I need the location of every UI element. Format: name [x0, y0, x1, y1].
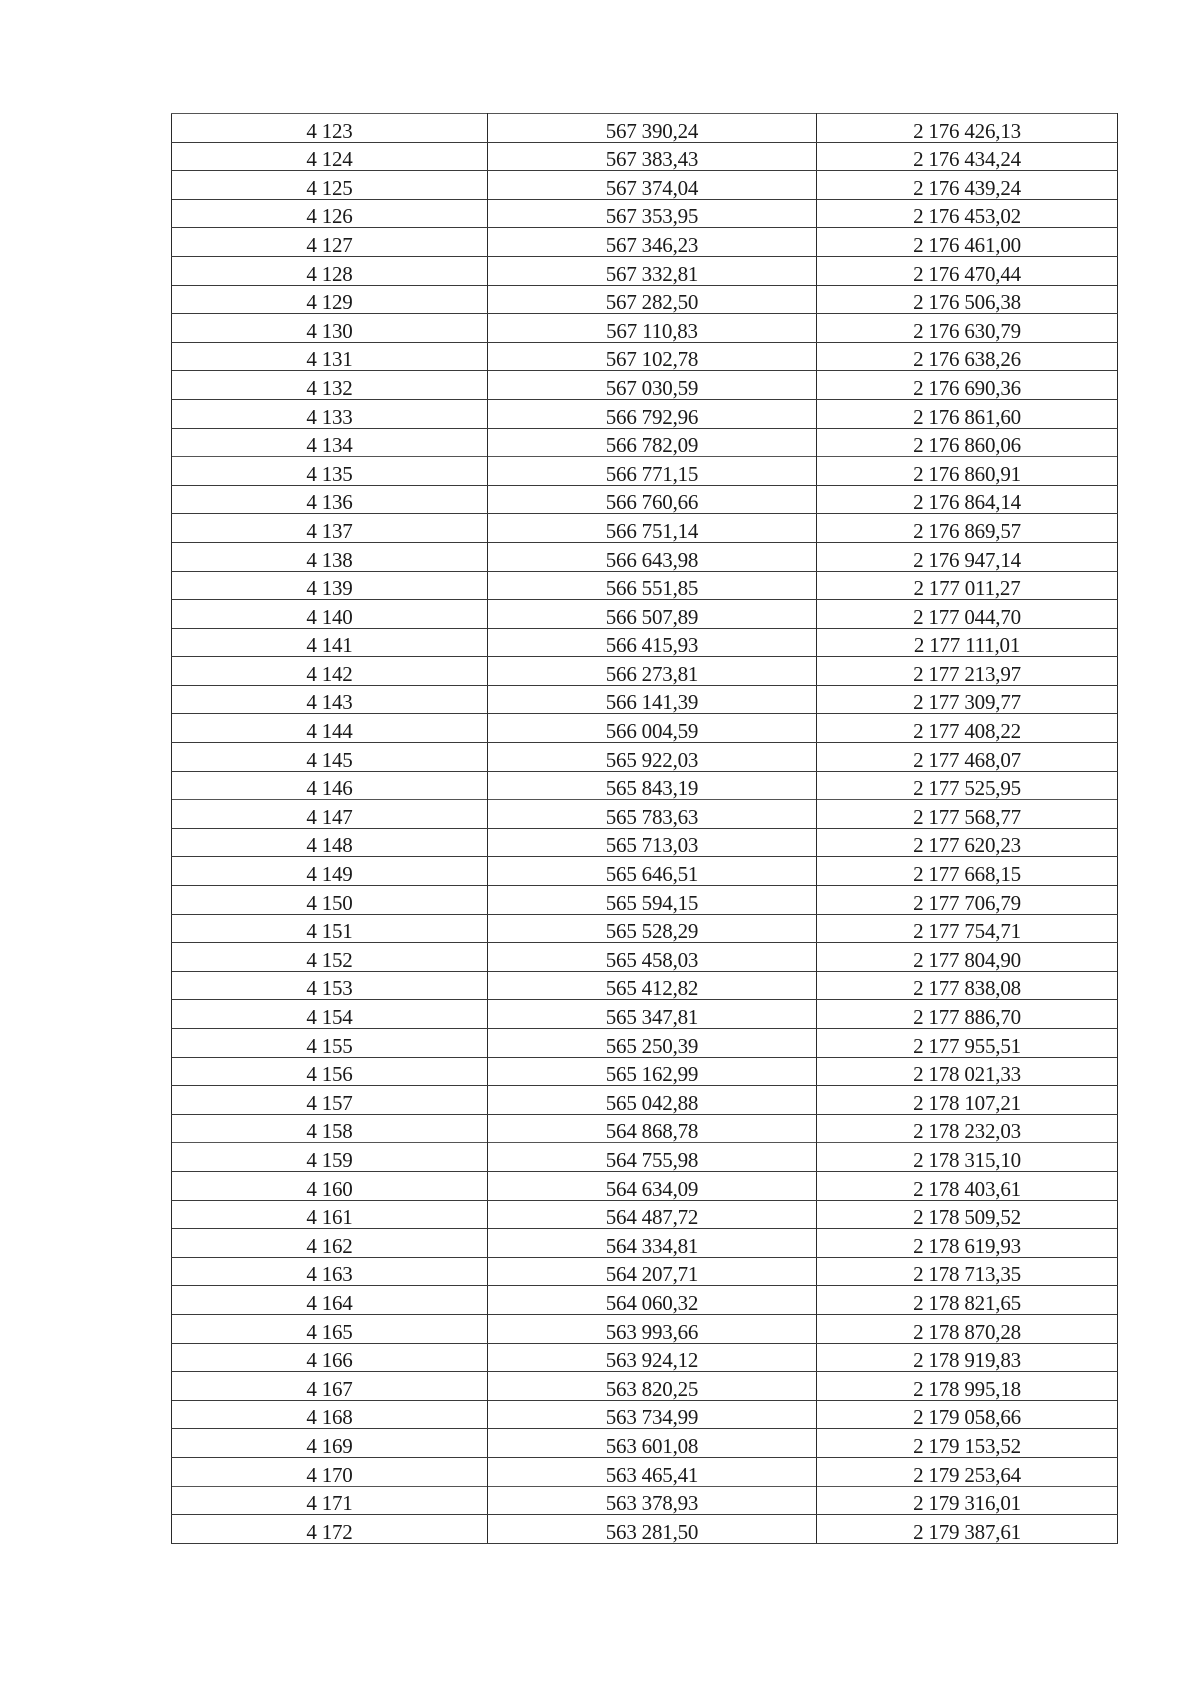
y-coordinate-cell: 2 177 838,08 [817, 971, 1118, 1000]
point-number-cell: 4 147 [172, 800, 488, 829]
y-coordinate-cell: 2 179 058,66 [817, 1400, 1118, 1429]
y-coordinate-cell: 2 177 525,95 [817, 771, 1118, 800]
x-coordinate-cell: 567 282,50 [488, 285, 817, 314]
y-coordinate-cell: 2 178 021,33 [817, 1057, 1118, 1086]
x-coordinate-cell: 563 924,12 [488, 1343, 817, 1372]
y-coordinate-cell: 2 179 253,64 [817, 1457, 1118, 1486]
x-coordinate-cell: 566 273,81 [488, 657, 817, 686]
table-row [172, 1457, 1118, 1486]
y-coordinate-cell: 2 177 408,22 [817, 714, 1118, 743]
point-number-cell: 4 169 [172, 1429, 488, 1458]
table-row [172, 1114, 1118, 1143]
x-coordinate-cell: 563 734,99 [488, 1400, 817, 1429]
table-row [172, 514, 1118, 543]
table-row [172, 1029, 1118, 1058]
table-row [172, 399, 1118, 428]
x-coordinate-cell: 564 060,32 [488, 1286, 817, 1315]
table-row [172, 1229, 1118, 1258]
x-coordinate-cell: 565 250,39 [488, 1029, 817, 1058]
point-number-cell: 4 156 [172, 1057, 488, 1086]
x-coordinate-cell: 566 771,15 [488, 457, 817, 486]
y-coordinate-cell: 2 176 864,14 [817, 485, 1118, 514]
point-number-cell: 4 160 [172, 1171, 488, 1200]
point-number-cell: 4 165 [172, 1314, 488, 1343]
x-coordinate-cell: 565 713,03 [488, 828, 817, 857]
x-coordinate-cell: 565 783,63 [488, 800, 817, 829]
table-row [172, 571, 1118, 600]
x-coordinate-cell: 566 004,59 [488, 714, 817, 743]
x-coordinate-cell: 567 383,43 [488, 142, 817, 171]
x-coordinate-cell: 563 378,93 [488, 1486, 817, 1515]
y-coordinate-cell: 2 176 506,38 [817, 285, 1118, 314]
y-coordinate-cell: 2 177 309,77 [817, 685, 1118, 714]
point-number-cell: 4 141 [172, 628, 488, 657]
point-number-cell: 4 132 [172, 371, 488, 400]
table-row [172, 371, 1118, 400]
y-coordinate-cell: 2 178 509,52 [817, 1200, 1118, 1229]
point-number-cell: 4 166 [172, 1343, 488, 1372]
x-coordinate-cell: 565 843,19 [488, 771, 817, 800]
point-number-cell: 4 134 [172, 428, 488, 457]
point-number-cell: 4 164 [172, 1286, 488, 1315]
y-coordinate-cell: 2 176 630,79 [817, 314, 1118, 343]
point-number-cell: 4 149 [172, 857, 488, 886]
x-coordinate-cell: 565 162,99 [488, 1057, 817, 1086]
x-coordinate-cell: 566 507,89 [488, 600, 817, 629]
point-number-cell: 4 161 [172, 1200, 488, 1229]
y-coordinate-cell: 2 179 316,01 [817, 1486, 1118, 1515]
point-number-cell: 4 127 [172, 228, 488, 257]
y-coordinate-cell: 2 177 044,70 [817, 600, 1118, 629]
table-row [172, 1286, 1118, 1315]
table-row [172, 342, 1118, 371]
y-coordinate-cell: 2 176 470,44 [817, 256, 1118, 285]
point-number-cell: 4 124 [172, 142, 488, 171]
x-coordinate-cell: 566 415,93 [488, 628, 817, 657]
table-row [172, 542, 1118, 571]
y-coordinate-cell: 2 178 919,83 [817, 1343, 1118, 1372]
table-row [172, 199, 1118, 228]
y-coordinate-cell: 2 176 638,26 [817, 342, 1118, 371]
y-coordinate-cell: 2 177 668,15 [817, 857, 1118, 886]
y-coordinate-cell: 2 177 568,77 [817, 800, 1118, 829]
point-number-cell: 4 143 [172, 685, 488, 714]
point-number-cell: 4 123 [172, 114, 488, 143]
point-number-cell: 4 154 [172, 1000, 488, 1029]
y-coordinate-cell: 2 178 232,03 [817, 1114, 1118, 1143]
table-row [172, 142, 1118, 171]
x-coordinate-cell: 565 042,88 [488, 1086, 817, 1115]
point-number-cell: 4 145 [172, 743, 488, 772]
table-row [172, 857, 1118, 886]
point-number-cell: 4 131 [172, 342, 488, 371]
point-number-cell: 4 159 [172, 1143, 488, 1172]
point-number-cell: 4 136 [172, 485, 488, 514]
point-number-cell: 4 137 [172, 514, 488, 543]
y-coordinate-cell: 2 177 754,71 [817, 914, 1118, 943]
y-coordinate-cell: 2 178 821,65 [817, 1286, 1118, 1315]
table-row [172, 1086, 1118, 1115]
coordinates-table [171, 113, 1118, 1544]
point-number-cell: 4 135 [172, 457, 488, 486]
x-coordinate-cell: 564 634,09 [488, 1171, 817, 1200]
x-coordinate-cell: 567 346,23 [488, 228, 817, 257]
y-coordinate-cell: 2 177 620,23 [817, 828, 1118, 857]
x-coordinate-cell: 566 792,96 [488, 399, 817, 428]
point-number-cell: 4 170 [172, 1457, 488, 1486]
y-coordinate-cell: 2 176 439,24 [817, 171, 1118, 200]
y-coordinate-cell: 2 177 886,70 [817, 1000, 1118, 1029]
x-coordinate-cell: 563 465,41 [488, 1457, 817, 1486]
x-coordinate-cell: 566 551,85 [488, 571, 817, 600]
table-row [172, 1372, 1118, 1401]
point-number-cell: 4 142 [172, 657, 488, 686]
table-row [172, 828, 1118, 857]
x-coordinate-cell: 566 782,09 [488, 428, 817, 457]
x-coordinate-cell: 565 922,03 [488, 743, 817, 772]
y-coordinate-cell: 2 177 213,97 [817, 657, 1118, 686]
point-number-cell: 4 139 [172, 571, 488, 600]
point-number-cell: 4 129 [172, 285, 488, 314]
point-number-cell: 4 126 [172, 199, 488, 228]
table-row [172, 800, 1118, 829]
point-number-cell: 4 151 [172, 914, 488, 943]
y-coordinate-cell: 2 177 111,01 [817, 628, 1118, 657]
point-number-cell: 4 171 [172, 1486, 488, 1515]
x-coordinate-cell: 564 868,78 [488, 1114, 817, 1143]
x-coordinate-cell: 566 760,66 [488, 485, 817, 514]
y-coordinate-cell: 2 177 011,27 [817, 571, 1118, 600]
x-coordinate-cell: 564 487,72 [488, 1200, 817, 1229]
point-number-cell: 4 167 [172, 1372, 488, 1401]
point-number-cell: 4 130 [172, 314, 488, 343]
y-coordinate-cell: 2 177 955,51 [817, 1029, 1118, 1058]
y-coordinate-cell: 2 176 690,36 [817, 371, 1118, 400]
x-coordinate-cell: 567 110,83 [488, 314, 817, 343]
table-row [172, 1057, 1118, 1086]
table-row [172, 1515, 1118, 1544]
coordinates-table-body [172, 114, 1118, 1544]
x-coordinate-cell: 564 334,81 [488, 1229, 817, 1258]
point-number-cell: 4 153 [172, 971, 488, 1000]
y-coordinate-cell: 2 176 453,02 [817, 199, 1118, 228]
y-coordinate-cell: 2 177 468,07 [817, 743, 1118, 772]
y-coordinate-cell: 2 178 315,10 [817, 1143, 1118, 1172]
x-coordinate-cell: 567 374,04 [488, 171, 817, 200]
table-row [172, 943, 1118, 972]
y-coordinate-cell: 2 176 461,00 [817, 228, 1118, 257]
table-row [172, 256, 1118, 285]
x-coordinate-cell: 567 332,81 [488, 256, 817, 285]
table-row [172, 1343, 1118, 1372]
table-row [172, 914, 1118, 943]
point-number-cell: 4 163 [172, 1257, 488, 1286]
table-row [172, 1000, 1118, 1029]
x-coordinate-cell: 565 412,82 [488, 971, 817, 1000]
y-coordinate-cell: 2 178 870,28 [817, 1314, 1118, 1343]
y-coordinate-cell: 2 178 107,21 [817, 1086, 1118, 1115]
table-row [172, 1257, 1118, 1286]
x-coordinate-cell: 564 755,98 [488, 1143, 817, 1172]
y-coordinate-cell: 2 178 713,35 [817, 1257, 1118, 1286]
table-row [172, 314, 1118, 343]
x-coordinate-cell: 566 751,14 [488, 514, 817, 543]
point-number-cell: 4 148 [172, 828, 488, 857]
y-coordinate-cell: 2 176 860,06 [817, 428, 1118, 457]
point-number-cell: 4 146 [172, 771, 488, 800]
x-coordinate-cell: 565 594,15 [488, 886, 817, 915]
table-row [172, 1429, 1118, 1458]
x-coordinate-cell: 565 347,81 [488, 1000, 817, 1029]
x-coordinate-cell: 564 207,71 [488, 1257, 817, 1286]
y-coordinate-cell: 2 176 869,57 [817, 514, 1118, 543]
x-coordinate-cell: 565 646,51 [488, 857, 817, 886]
point-number-cell: 4 168 [172, 1400, 488, 1429]
table-row [172, 1143, 1118, 1172]
table-row [172, 171, 1118, 200]
x-coordinate-cell: 566 643,98 [488, 542, 817, 571]
point-number-cell: 4 155 [172, 1029, 488, 1058]
table-row [172, 714, 1118, 743]
table-row [172, 600, 1118, 629]
y-coordinate-cell: 2 177 706,79 [817, 886, 1118, 915]
table-row [172, 228, 1118, 257]
table-row [172, 1171, 1118, 1200]
table-row [172, 1400, 1118, 1429]
point-number-cell: 4 138 [172, 542, 488, 571]
point-number-cell: 4 172 [172, 1515, 488, 1544]
point-number-cell: 4 152 [172, 943, 488, 972]
y-coordinate-cell: 2 177 804,90 [817, 943, 1118, 972]
table-row [172, 1200, 1118, 1229]
x-coordinate-cell: 567 102,78 [488, 342, 817, 371]
point-number-cell: 4 128 [172, 256, 488, 285]
table-row [172, 1314, 1118, 1343]
table-row [172, 886, 1118, 915]
table-row [172, 628, 1118, 657]
table-row [172, 771, 1118, 800]
x-coordinate-cell: 565 528,29 [488, 914, 817, 943]
y-coordinate-cell: 2 179 153,52 [817, 1429, 1118, 1458]
y-coordinate-cell: 2 176 426,13 [817, 114, 1118, 143]
x-coordinate-cell: 566 141,39 [488, 685, 817, 714]
point-number-cell: 4 157 [172, 1086, 488, 1115]
point-number-cell: 4 144 [172, 714, 488, 743]
table-row [172, 1486, 1118, 1515]
point-number-cell: 4 150 [172, 886, 488, 915]
table-row [172, 114, 1118, 143]
table-row [172, 485, 1118, 514]
x-coordinate-cell: 567 390,24 [488, 114, 817, 143]
y-coordinate-cell: 2 178 995,18 [817, 1372, 1118, 1401]
y-coordinate-cell: 2 179 387,61 [817, 1515, 1118, 1544]
y-coordinate-cell: 2 176 947,14 [817, 542, 1118, 571]
point-number-cell: 4 158 [172, 1114, 488, 1143]
y-coordinate-cell: 2 176 434,24 [817, 142, 1118, 171]
table-row [172, 971, 1118, 1000]
point-number-cell: 4 133 [172, 399, 488, 428]
x-coordinate-cell: 563 281,50 [488, 1515, 817, 1544]
point-number-cell: 4 125 [172, 171, 488, 200]
x-coordinate-cell: 563 601,08 [488, 1429, 817, 1458]
table-row [172, 657, 1118, 686]
table-row [172, 685, 1118, 714]
table-row [172, 285, 1118, 314]
point-number-cell: 4 140 [172, 600, 488, 629]
y-coordinate-cell: 2 176 861,60 [817, 399, 1118, 428]
x-coordinate-cell: 567 030,59 [488, 371, 817, 400]
y-coordinate-cell: 2 178 619,93 [817, 1229, 1118, 1258]
table-row [172, 457, 1118, 486]
table-row [172, 743, 1118, 772]
x-coordinate-cell: 563 820,25 [488, 1372, 817, 1401]
table-row [172, 428, 1118, 457]
x-coordinate-cell: 567 353,95 [488, 199, 817, 228]
point-number-cell: 4 162 [172, 1229, 488, 1258]
y-coordinate-cell: 2 176 860,91 [817, 457, 1118, 486]
x-coordinate-cell: 563 993,66 [488, 1314, 817, 1343]
y-coordinate-cell: 2 178 403,61 [817, 1171, 1118, 1200]
x-coordinate-cell: 565 458,03 [488, 943, 817, 972]
